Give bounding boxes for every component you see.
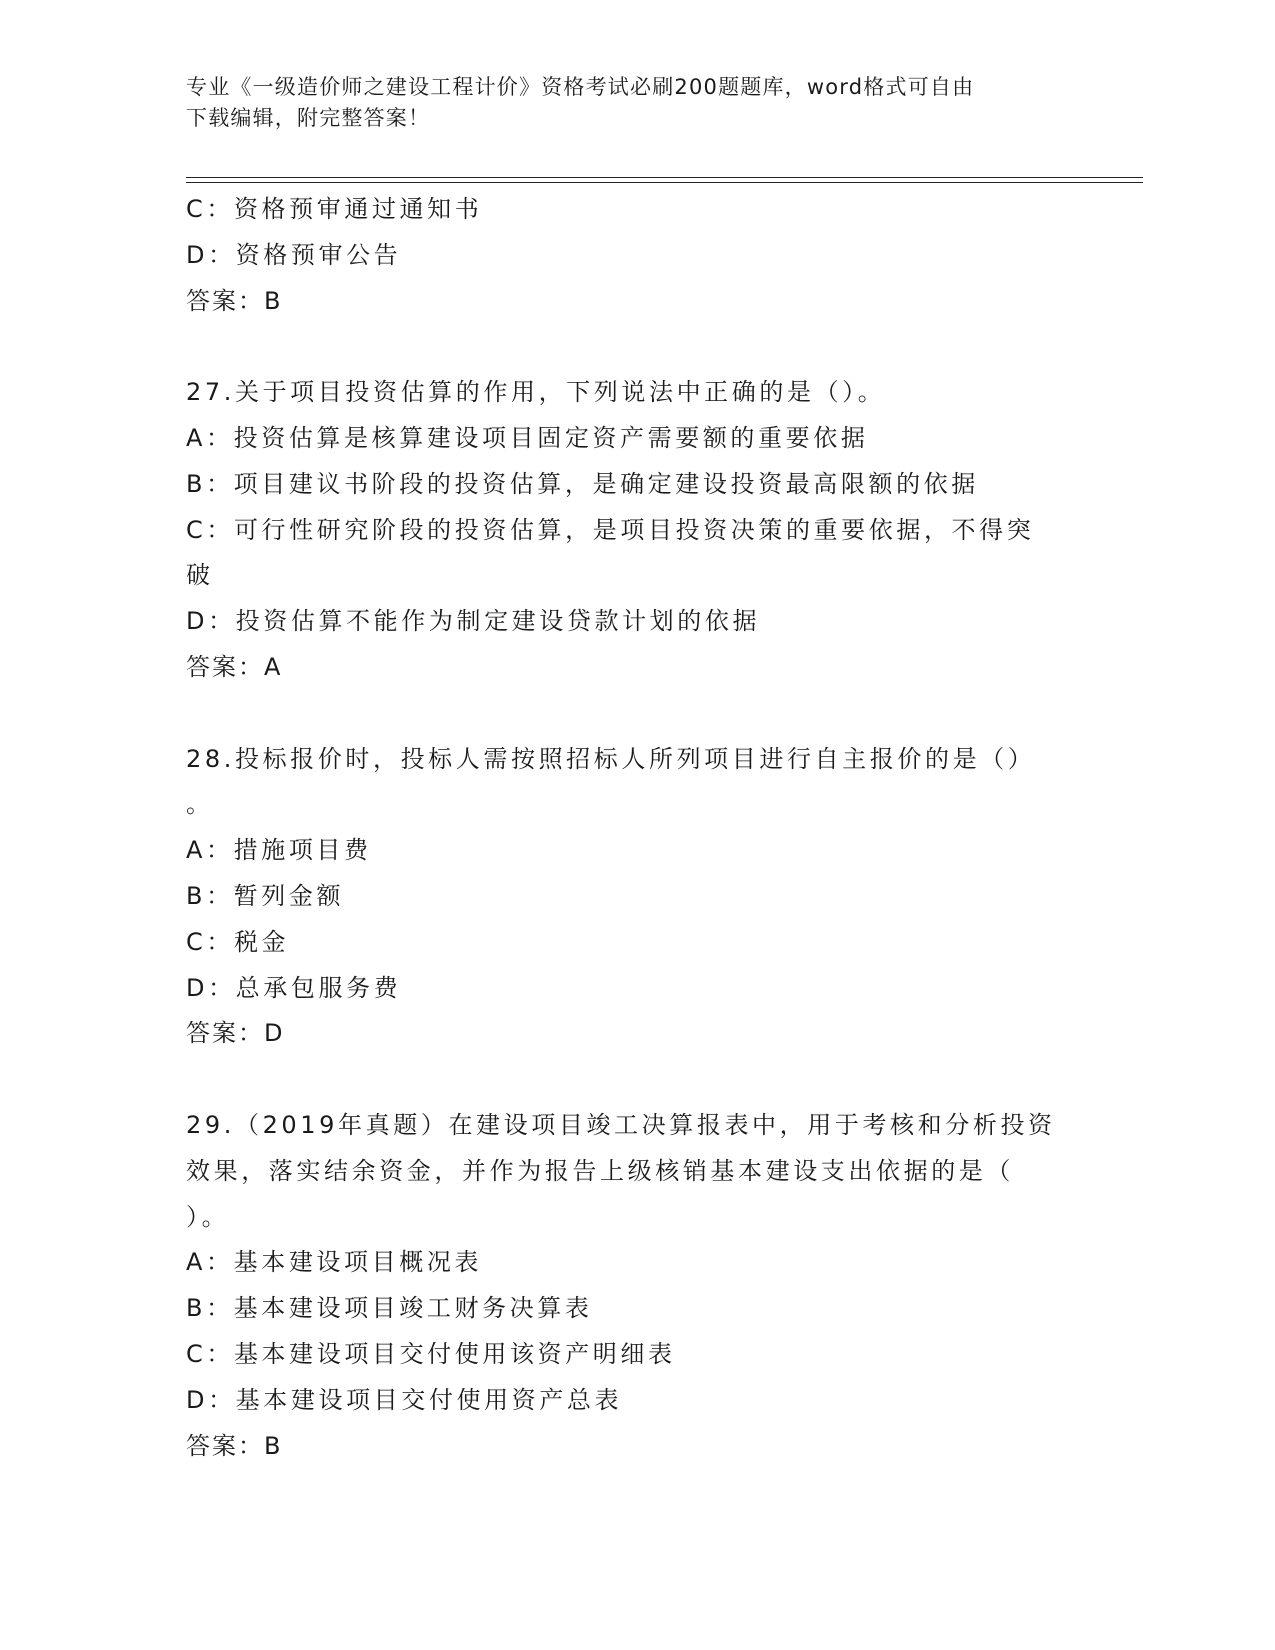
- option-d: D：投资估算不能作为制定建设贷款计划的依据: [186, 607, 761, 636]
- header-divider-top: [186, 177, 1143, 178]
- header-divider-bottom: [186, 182, 1143, 183]
- option-c-continued: 破: [186, 561, 214, 590]
- question-text: 28.投标报价时，投标人需按照招标人所列项目进行自主报价的是（）: [186, 744, 1036, 773]
- answer-line: 答案：B: [186, 286, 283, 315]
- header-line-2: 下载编辑，附完整答案！: [186, 106, 431, 130]
- question-29: [186, 1103, 1086, 1469]
- question-content: [186, 187, 1086, 1469]
- document-header: [186, 72, 1086, 134]
- question-28: [186, 737, 1086, 1058]
- option-a: A：基本建设项目概况表: [186, 1248, 483, 1277]
- option-b: B：暂列金额: [186, 881, 345, 910]
- option-c: C：税金: [186, 927, 290, 956]
- answer-line: 答案：D: [186, 1019, 285, 1048]
- question-text-continued: ）。: [186, 1202, 230, 1231]
- option-c: C：资格预审通过通知书: [186, 195, 483, 223]
- spacer: [186, 691, 1086, 737]
- option-d: D：总承包服务费: [186, 973, 402, 1002]
- question-27: [186, 370, 1086, 691]
- question-text-continued: 。: [186, 790, 214, 819]
- option-c: C：基本建设项目交付使用该资产明细表: [186, 1339, 676, 1368]
- answer-line: 答案：A: [186, 652, 283, 681]
- option-a: A：措施项目费: [186, 836, 372, 865]
- question-text-continued: 效果，落实结余资金，并作为报告上级核销基本建设支出依据的是（: [186, 1156, 1014, 1185]
- question-text: 27.关于项目投资估算的作用，下列说法中正确的是（）。: [186, 378, 886, 407]
- option-d: D：资格预审公告: [186, 240, 402, 269]
- spacer: [186, 324, 1086, 370]
- option-c: C：可行性研究阶段的投资估算，是项目投资决策的重要依据，不得突: [186, 515, 1035, 544]
- spacer: [186, 1057, 1086, 1103]
- option-b: B：基本建设项目竣工财务决算表: [186, 1294, 593, 1323]
- option-d: D：基本建设项目交付使用资产总表: [186, 1385, 623, 1414]
- header-line-1: 专业《一级造价师之建设工程计价》资格考试必刷200题题库，word格式可自由: [186, 75, 975, 99]
- option-a: A：投资估算是核算建设项目固定资产需要额的重要依据: [186, 423, 869, 452]
- answer-line: 答案：B: [186, 1431, 283, 1460]
- option-b: B：项目建议书阶段的投资估算，是确定建设投资最高限额的依据: [186, 469, 979, 498]
- question-text: 29.（2019年真题）在建设项目竣工决算报表中，用于考核和分析投资: [186, 1110, 1056, 1139]
